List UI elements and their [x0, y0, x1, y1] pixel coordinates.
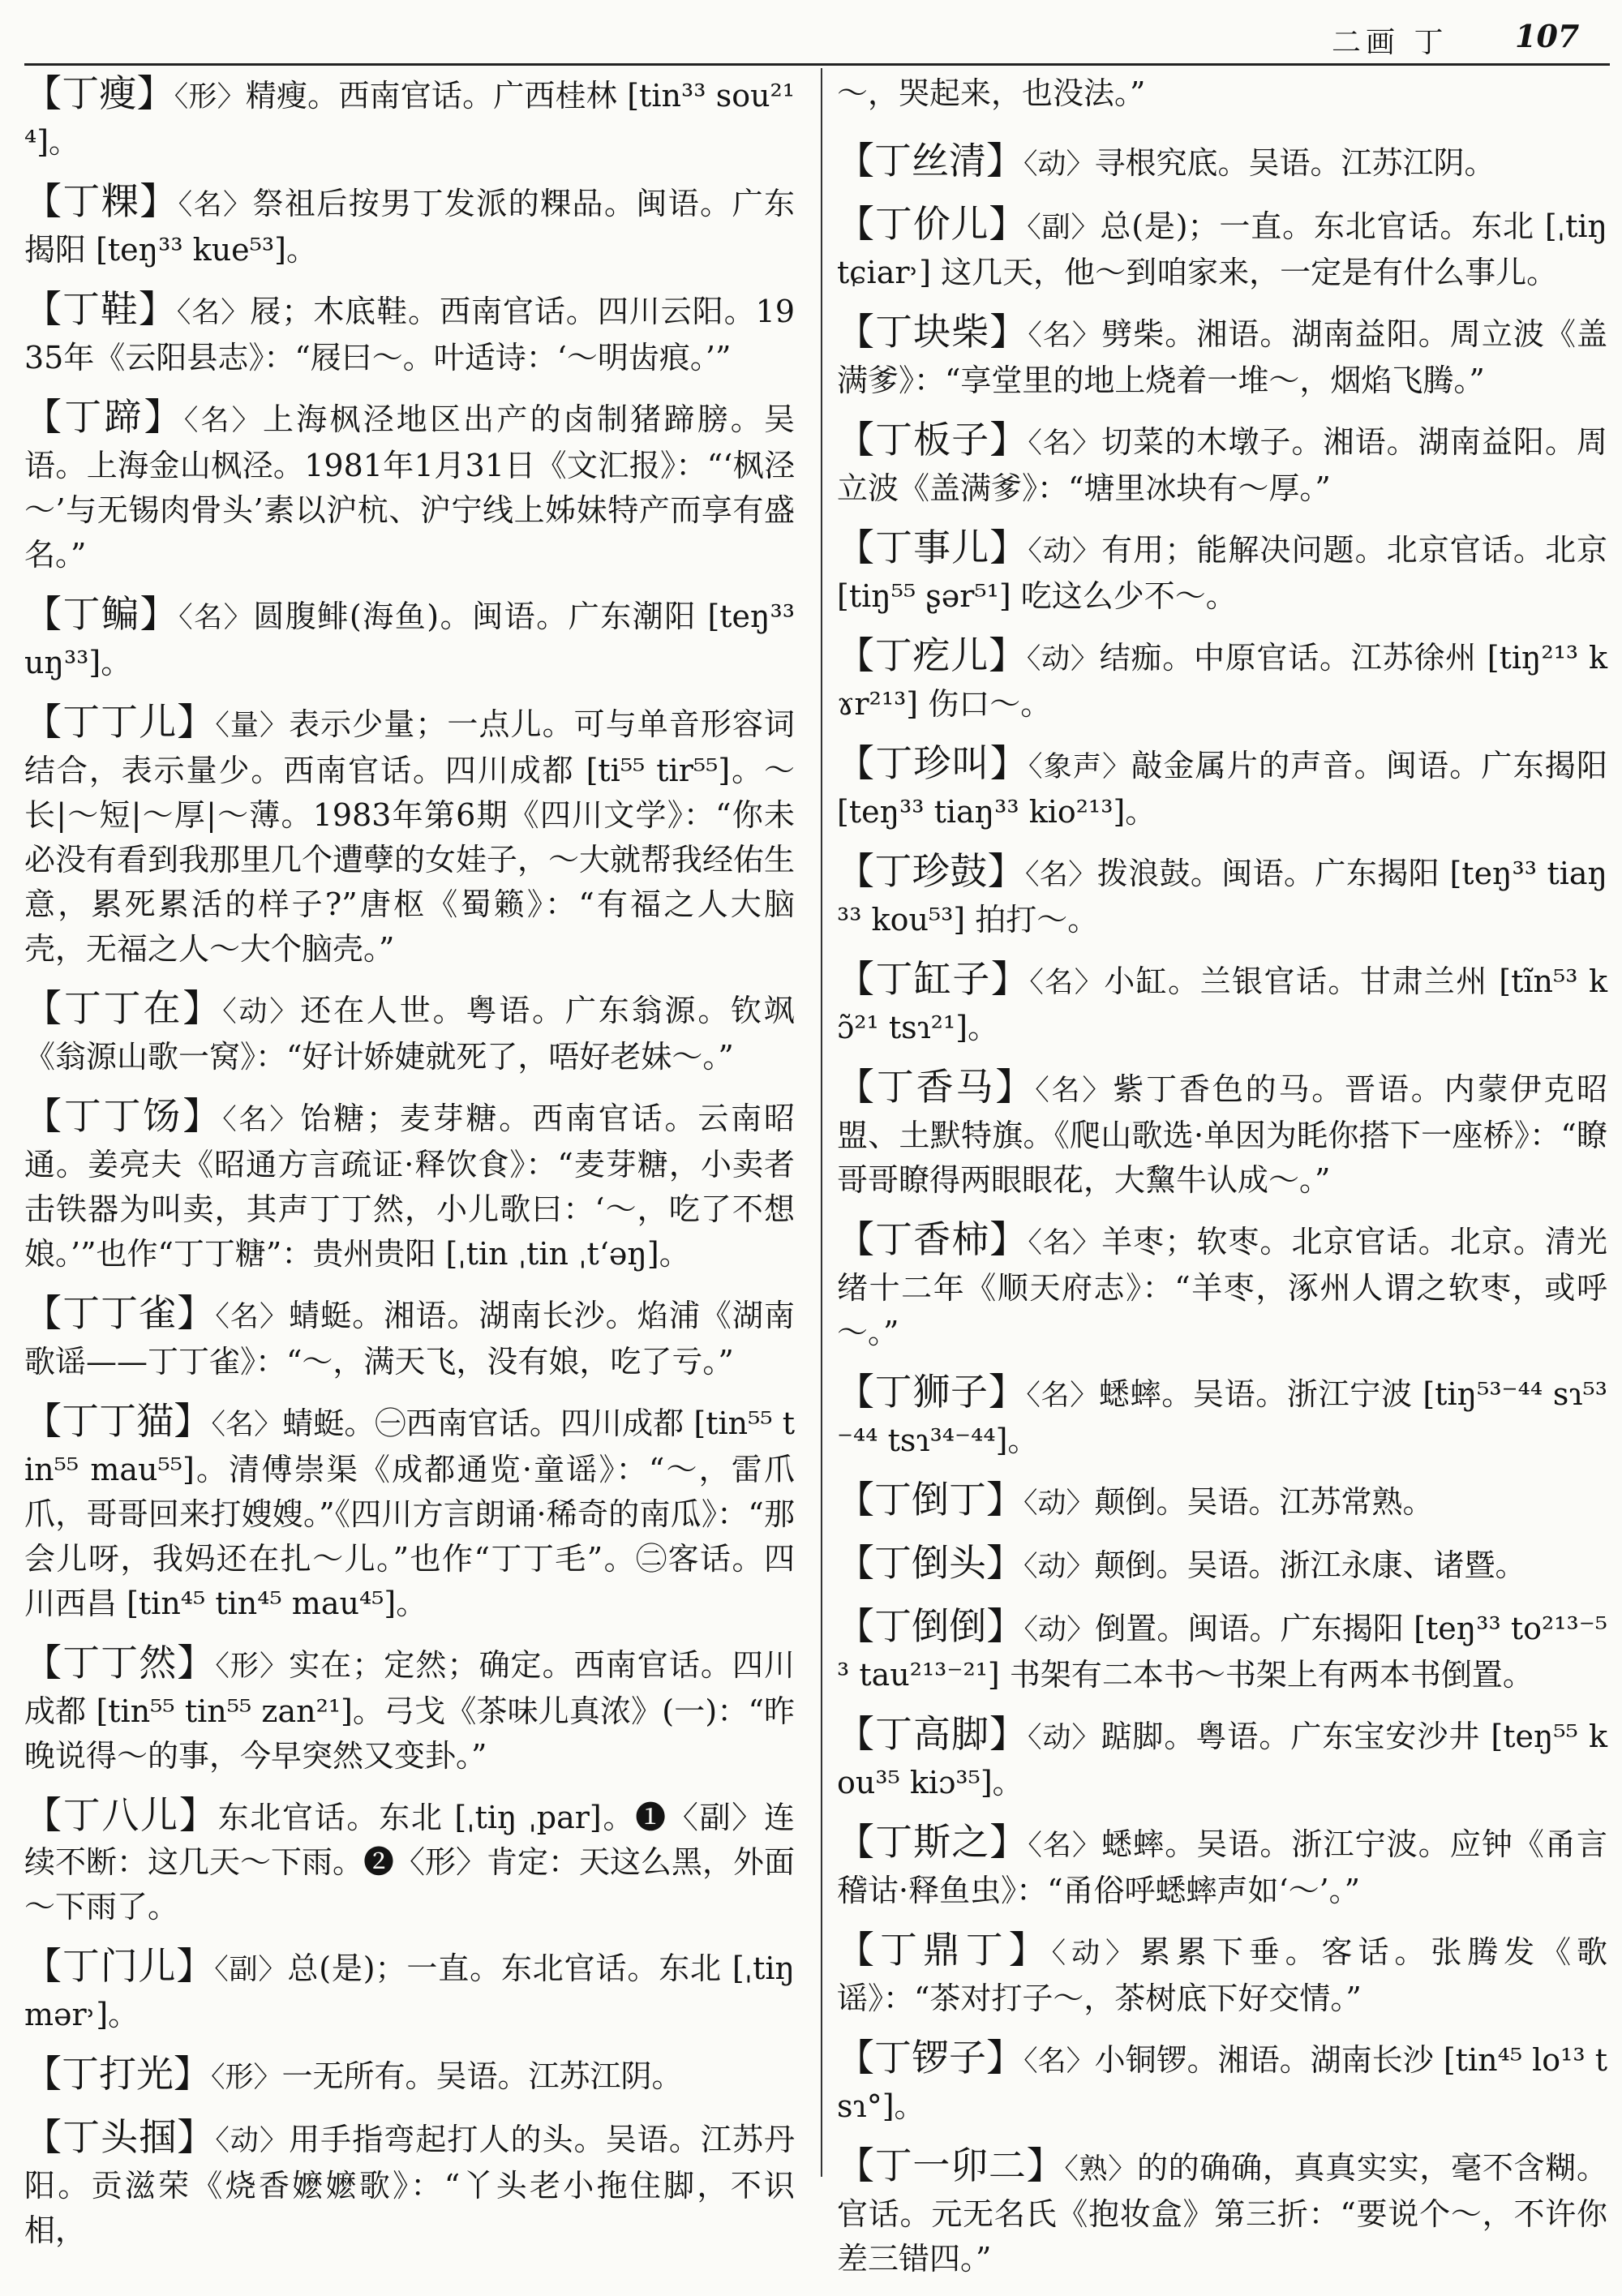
- entry-headword: 【丁斯之】: [837, 1820, 1028, 1864]
- entry-definition: 敲金属片的声音。闽语。广东揭阳 [teŋ³³ tiaŋ³³ kio²¹³]。: [837, 748, 1608, 830]
- entry-headword: 【丁丝清】: [837, 139, 1023, 182]
- dictionary-entry: [837, 418, 1607, 511]
- entry-headword: 【丁倒头】: [837, 1541, 1023, 1585]
- entry-definition: 蟋蟀。吴语。浙江宁波。应钟《甬言稽诂·释鱼虫》：“甬俗呼蟋蟀声如‘～’。”: [837, 1826, 1608, 1908]
- right-column: [837, 71, 1607, 2296]
- dictionary-entry: [837, 1478, 1607, 1526]
- entry-definition: 切菜的木墩子。湘语。湖南益阳。周立波《盖满爹》：“塘里冰块有～厚。”: [837, 424, 1608, 506]
- entry-headword: 【丁缸子】: [837, 957, 1030, 1001]
- entry-definition: 蜻蜓。㊀西南官话。四川成都 [tin⁵⁵ tin⁵⁵ mau⁵⁵]。清傅崇渠《成都通览·童谣》：“～，雷爪爪，哥哥回来打嫂嫂。”《四川方言朗诵·稀奇的南瓜》：“那会儿呀，我妈还在扎～儿。”也作“丁丁毛”。㊁客话。四川西昌 [tin⁴⁵ tin⁴⁵ mau⁴⁵]。: [24, 1405, 796, 1621]
- dictionary-entry: [24, 592, 795, 685]
- entry-definition: 用手指弯起打人的头。吴语。江苏丹阳。贡滋荣《烧香嬷嬷歌》：“丫头老小拖住脚，不识相，: [24, 2122, 796, 2248]
- dictionary-entry: [837, 2036, 1607, 2129]
- entry-headword: 【丁事儿】: [837, 526, 1028, 569]
- dictionary-entry: [24, 1641, 795, 1779]
- part-of-speech: 〈动〉: [1028, 535, 1102, 568]
- entry-headword: 【丁香马】: [837, 1065, 1036, 1109]
- dictionary-entry: [837, 139, 1607, 187]
- part-of-speech: 〈名〉: [1035, 1075, 1114, 1107]
- dictionary-entry: [837, 310, 1607, 403]
- part-of-speech: 〈动〉: [215, 2125, 290, 2157]
- entry-definition: 寻根究底。吴语。江苏江阴。: [1094, 145, 1495, 181]
- entry-headword: 【丁珍叫】: [837, 741, 1028, 785]
- part-of-speech: 〈副〉: [1027, 212, 1101, 244]
- entry-definition: 倒置。闽语。广东揭阳 [teŋ³³ to²¹³⁻⁵³ tau²¹³⁻²¹] 书架有二本书～书架上有两本书倒置。: [837, 1611, 1608, 1693]
- part-of-speech: 〈名〉: [222, 1104, 301, 1136]
- entry-headword: 【丁鳊】: [24, 592, 179, 636]
- part-of-speech: 〈名〉: [1029, 967, 1105, 999]
- entry-headword: 【丁八儿】: [24, 1793, 218, 1837]
- part-of-speech: 〈名〉: [1025, 859, 1097, 891]
- entry-definition: 小缸。兰银官话。甘肃兰州 [tĩn⁵³ kɔ̃²¹ tsɿ²¹]。: [837, 963, 1608, 1045]
- part-of-speech: 〈名〉: [176, 297, 251, 329]
- part-of-speech: 〈动〉: [1026, 643, 1100, 676]
- entry-headword: 【丁丁在】: [24, 986, 223, 1030]
- entry-headword: 【丁丁猫】: [24, 1399, 212, 1443]
- dictionary-entry: [24, 71, 795, 165]
- part-of-speech: 〈名〉: [1028, 1227, 1102, 1260]
- part-of-speech: 〈熟〉: [1064, 2153, 1137, 2186]
- entry-definition: 上海枫泾地区出产的卤制猪蹄膀。吴语。上海金山枫泾。1981年1月31日《文汇报》：“‘枫泾～’与无锡肉骨头’素以沪杭、沪宁线上姊妹特产而享有盛名。”: [24, 401, 795, 573]
- part-of-speech: 〈名〉: [1028, 1830, 1102, 1862]
- entry-definition: 羊枣；软枣。北京官话。北京。清光绪十二年《顺天府志》：“羊枣，涿州人谓之软枣，或呼～。”: [837, 1224, 1608, 1350]
- dictionary-entry: [837, 1604, 1607, 1697]
- left-column: [24, 71, 795, 2268]
- entry-headword: 【丁一卯二】: [837, 2144, 1065, 2187]
- part-of-speech: 〈象声〉: [1028, 751, 1132, 783]
- entry-definition: 精瘦。西南官话。广西桂林 [tin³³ sou²¹⁴]。: [24, 78, 796, 160]
- dictionary-entry: [24, 395, 795, 577]
- entry-headword: 【丁丁饧】: [24, 1094, 223, 1138]
- part-of-speech: 〈动〉: [1023, 1487, 1095, 1520]
- dictionary-entry: [24, 986, 795, 1079]
- entry-headword: 【丁丁雀】: [24, 1291, 216, 1335]
- dictionary-entry: [837, 202, 1607, 295]
- page-number: 107: [1515, 18, 1580, 54]
- entry-headword: 【丁蹄】: [24, 395, 184, 439]
- entry-headword: 【丁丁然】: [24, 1641, 216, 1684]
- dictionary-entry: [837, 1928, 1607, 2021]
- part-of-speech: 〈形〉: [211, 2062, 282, 2094]
- entry-definition: 总(是)；一直。东北官话。东北 [ˌtiŋ tɕiar˒] 这几天，他～到咱家来，一定是有什么事儿。: [837, 208, 1608, 290]
- dictionary-entry: [24, 179, 795, 273]
- dictionary-entry: [24, 1793, 795, 1929]
- entry-headword: 【丁鼎丁】: [837, 1928, 1052, 1972]
- entry-headword: 【丁门儿】: [24, 1944, 215, 1988]
- entry-definition: 颠倒。吴语。浙江永康、诸暨。: [1094, 1547, 1526, 1583]
- entry-headword: 【丁打光】: [24, 2052, 211, 2096]
- entry-definition: 结痂。中原官话。江苏徐州 [tiŋ²¹³ kɤr²¹³] 伤口～。: [837, 640, 1608, 722]
- part-of-speech: 〈名〉: [178, 602, 254, 634]
- part-of-speech: 〈量〉: [215, 710, 290, 742]
- entry-headword: 【丁头掴】: [24, 2115, 216, 2159]
- dictionary-entry: [24, 1291, 795, 1384]
- part-of-speech: 〈名〉: [215, 1301, 290, 1333]
- entry-headword: 【丁狮子】: [837, 1370, 1027, 1414]
- entry-headword: 【丁块柴】: [837, 310, 1028, 354]
- entry-definition: 祭祖后按男丁发派的粿品。闽语。广东揭阳 [teŋ³³ kue⁵³]。: [24, 186, 796, 268]
- dictionary-entry: [837, 1820, 1607, 1913]
- entry-headword: 【丁板子】: [837, 418, 1028, 461]
- entry-definition: 的的确确，真真实实，毫不含糊。官话。元无名氏《抱妆盒》第三折：“要说个～，不许你差三错四。”: [837, 2150, 1607, 2277]
- part-of-speech: 〈动〉: [1023, 148, 1095, 181]
- entry-headword: 【丁倒倒】: [837, 1604, 1024, 1648]
- entry-definition: 东北官话。东北 [ˌtiŋ ˌpar]。❶〈副〉连续不断：这几天～下雨。❷〈形〉肯定：天这么黑，外面～下雨了。: [24, 1800, 796, 1925]
- entry-definition: 蜻蜓。湘语。湖南长沙。焰浦《湖南歌谣——丁丁雀》：“～，满天飞，没有娘，吃了亏。”: [24, 1298, 796, 1380]
- part-of-speech: 〈动〉: [1051, 1938, 1139, 1970]
- dictionary-entry: [24, 287, 795, 380]
- dictionary-entry: [24, 700, 795, 972]
- dictionary-entry: [837, 849, 1607, 942]
- part-of-speech: 〈名〉: [1023, 2045, 1095, 2078]
- part-of-speech: 〈名〉: [1026, 1380, 1099, 1412]
- part-of-speech: 〈名〉: [183, 405, 263, 437]
- dictionary-entry: [24, 2115, 795, 2253]
- part-of-speech: 〈动〉: [1023, 1614, 1096, 1646]
- entry-definition: 表示少量；一点儿。可与单音形容词结合，表示量少。西南官话。四川成都 [ti⁵⁵ tir⁵⁵]。～长|～短|～厚|～薄。1983年第6期《四川文学》：“你未必没有看到我那里几个遭孽的女娃子，～大就帮我经佑生意，累死累活的样子?”唐枢《蜀籁》：“有福之人大脑壳，无福之人～大个脑壳。”: [24, 706, 796, 967]
- dictionary-entry: [837, 2144, 1607, 2281]
- dictionary-entry: [24, 1094, 795, 1277]
- entry-definition: 屐；木底鞋。西南官话。四川云阳。1935年《云阳县志》：“屐曰～。叶适诗：‘～明齿痕。’”: [24, 294, 796, 376]
- header-rule: [24, 63, 1610, 66]
- dictionary-entry: [837, 1370, 1607, 1463]
- entry-definition: 还在人世。粤语。广东翁源。钦飒《翁源山歌一窝》：“好计娇婕就死了，唔好老妹～。”: [24, 993, 796, 1075]
- part-of-speech: 〈名〉: [1028, 320, 1102, 352]
- page-header: [0, 6, 1622, 63]
- entry-headword: 【丁瘦】: [24, 71, 174, 115]
- entry-definition: 颠倒。吴语。江苏常熟。: [1094, 1484, 1434, 1520]
- entry-headword: 【丁疙儿】: [837, 633, 1027, 677]
- part-of-speech: 〈形〉: [174, 81, 246, 114]
- entry-headword: 【丁香柿】: [837, 1217, 1028, 1261]
- entry-headword: 【丁鞋】: [24, 287, 177, 331]
- dictionary-entry: [837, 1217, 1607, 1355]
- entry-definition: 踮脚。粤语。广东宝安沙井 [teŋ⁵⁵ kou³⁵ kiɔ³⁵]。: [837, 1719, 1607, 1800]
- part-of-speech: 〈动〉: [222, 996, 301, 1028]
- entry-definition: ～，哭起来，也没法。”: [837, 75, 1146, 111]
- entry-headword: 【丁高脚】: [837, 1712, 1028, 1756]
- part-of-speech: 〈名〉: [1028, 427, 1102, 460]
- dictionary-entry: [24, 1944, 795, 2037]
- entry-headword: 【丁价儿】: [837, 202, 1028, 246]
- dictionary-entry: [837, 1065, 1607, 1203]
- dictionary-entry: [837, 957, 1607, 1050]
- entry-definition: 累累下垂。客话。张腾发《歌谣》：“茶对打子～，茶树底下好交情。”: [837, 1934, 1608, 2016]
- part-of-speech: 〈动〉: [1027, 1722, 1101, 1754]
- entry-definition: 一无所有。吴语。江苏江阴。: [281, 2058, 683, 2094]
- entry-definition: 拨浪鼓。闽语。广东揭阳 [teŋ³³ tiaŋ³³ kou⁵³] 拍打～。: [837, 856, 1608, 938]
- entry-headword: 【丁珍鼓】: [837, 849, 1025, 893]
- entry-continuation: [837, 71, 1607, 116]
- dictionary-entry: [24, 2052, 795, 2101]
- entry-definition: 劈柴。湘语。湖南益阳。周立波《盖满爹》：“享堂里的地上烧着一堆～，烟焰飞腾。”: [837, 316, 1608, 398]
- column-divider: [821, 68, 822, 2177]
- part-of-speech: 〈副〉: [214, 1954, 288, 1986]
- part-of-speech: 〈动〉: [1023, 1551, 1095, 1583]
- entry-definition: 紫丁香色的马。晋语。内蒙伊克昭盟、土默特旗。《爬山歌选·单因为眊你搭下一座桥》：“瞭哥哥瞭得两眼眼花，大黧牛认成～。”: [837, 1071, 1608, 1198]
- entry-headword: 【丁丁儿】: [24, 700, 216, 744]
- entry-definition: 蟋蟀。吴语。浙江宁波 [tiŋ⁵³⁻⁴⁴ sɿ⁵³⁻⁴⁴ tsɿ³⁴⁻⁴⁴]。: [837, 1376, 1607, 1458]
- dictionary-entry: [837, 633, 1607, 727]
- entry-definition: 有用；能解决问题。北京官话。北京 [tiŋ⁵⁵ ʂər⁵¹] 吃这么少不～。: [837, 532, 1608, 614]
- part-of-speech: 〈名〉: [211, 1409, 283, 1441]
- entry-definition: 圆腹鲱(海鱼)。闽语。广东潮阳 [teŋ³³ uŋ³³]。: [24, 599, 795, 680]
- entry-definition: 小铜锣。湘语。湖南长沙 [tin⁴⁵ lo¹³ tsɿ°]。: [837, 2042, 1608, 2124]
- entry-definition: 实在；定然；确定。西南官话。四川成都 [tin⁵⁵ tin⁵⁵ zan²¹]。弓戈《茶味儿真浓》(一)：“昨晚说得～的事，今早突然又变卦。”: [24, 1647, 796, 1774]
- dictionary-entry: [837, 526, 1607, 619]
- entry-headword: 【丁锣子】: [837, 2036, 1024, 2079]
- dictionary-entry: [837, 741, 1607, 835]
- entry-headword: 【丁粿】: [24, 179, 178, 223]
- dictionary-entry: [837, 1712, 1607, 1805]
- entry-headword: 【丁倒丁】: [837, 1478, 1023, 1521]
- entry-definition: 总(是)；一直。东北官话。东北 [ˌtiŋ mər˒]。: [24, 1951, 796, 2032]
- part-of-speech: 〈名〉: [178, 189, 253, 221]
- dictionary-entry: [24, 1399, 795, 1626]
- part-of-speech: 〈形〉: [215, 1650, 290, 1683]
- entry-definition: 饴糖；麦芽糖。西南官话。云南昭通。姜亮夫《昭通方言疏证·释饮食》：“麦芽糖，小卖者击铁器为叫卖，其声丁丁然，小儿歌曰：‘～，吃了不想娘。’”也作“丁丁糖”：贵州贵阳 [ˌtin ˌtin ˌtʻəŋ]。: [24, 1101, 796, 1272]
- dictionary-entry: [837, 1541, 1607, 1590]
- section-title: 二画 丁: [1332, 26, 1448, 59]
